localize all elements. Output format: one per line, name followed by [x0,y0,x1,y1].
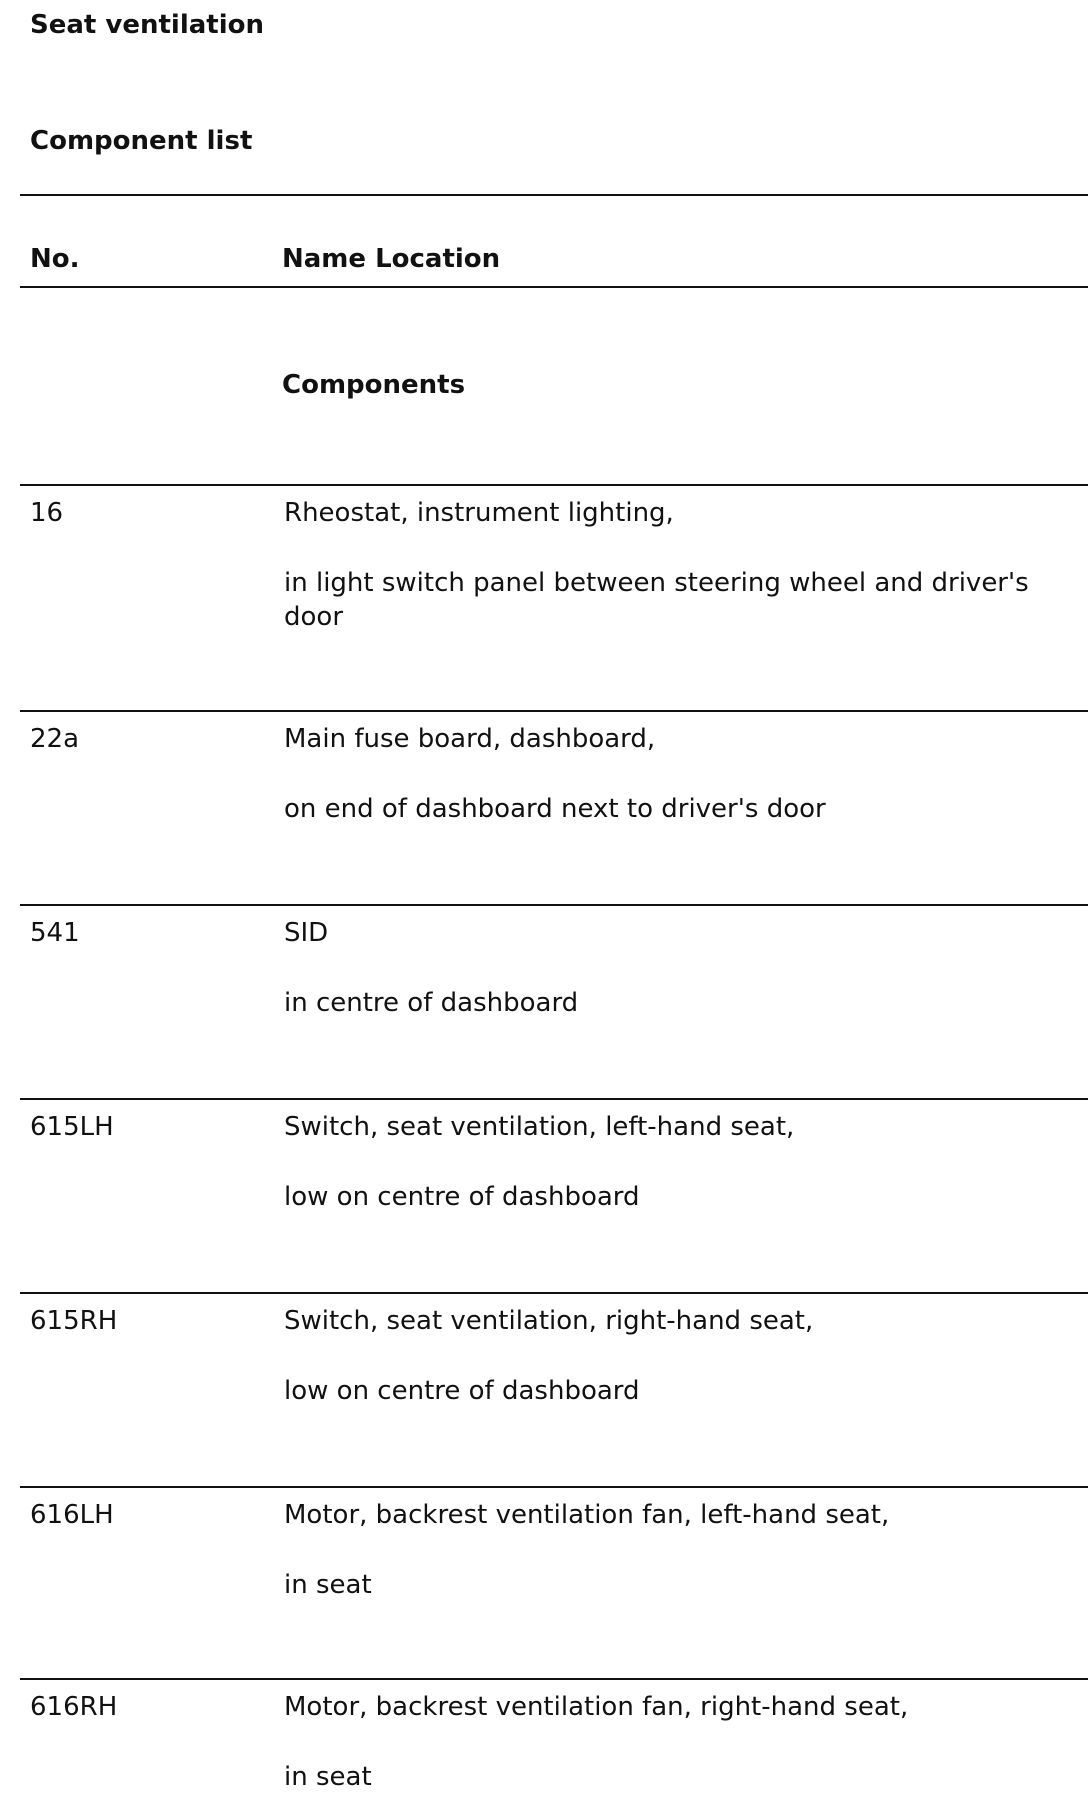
component-number: 615LH [30,1112,114,1142]
component-name: SID [284,918,329,948]
row-divider [20,904,1088,906]
component-location: on end of dashboard next to driver's door [284,794,826,824]
row-divider [20,1486,1088,1488]
component-number: 22a [30,724,80,754]
component-number: 616LH [30,1500,114,1530]
row-divider [20,1098,1088,1100]
component-number: 616RH [30,1692,118,1722]
component-name: Switch, seat ventilation, right-hand seat, [284,1306,814,1336]
column-header-name-location: Name Location [282,244,501,274]
table-top-rule [20,194,1088,196]
component-number: 541 [30,918,80,948]
component-location: in seat [284,1570,372,1600]
row-divider [20,1678,1088,1680]
component-location: low on centre of dashboard [284,1376,640,1406]
row-divider [20,710,1088,712]
component-name: Switch, seat ventilation, left-hand seat, [284,1112,795,1142]
component-name: Motor, backrest ventilation fan, right-hand seat, [284,1692,909,1722]
component-number: 615RH [30,1306,118,1336]
component-number: 16 [30,498,64,528]
column-header-no: No. [30,244,80,274]
component-location: in centre of dashboard [284,988,579,1018]
component-location: in light switch panel between steering wheel and driver's door [284,568,1029,632]
component-name: Motor, backrest ventilation fan, left-hand seat, [284,1500,890,1530]
component-name: Rheostat, instrument lighting, [284,498,674,528]
group-label-components: Components [282,370,466,400]
component-location: in seat [284,1762,372,1792]
header-bottom-rule [20,286,1088,288]
component-location: low on centre of dashboard [284,1182,640,1212]
row-divider [20,1292,1088,1294]
row-divider [20,484,1088,486]
page-title: Seat ventilation [30,10,264,40]
section-title: Component list [30,126,253,156]
component-name: Main fuse board, dashboard, [284,724,656,754]
